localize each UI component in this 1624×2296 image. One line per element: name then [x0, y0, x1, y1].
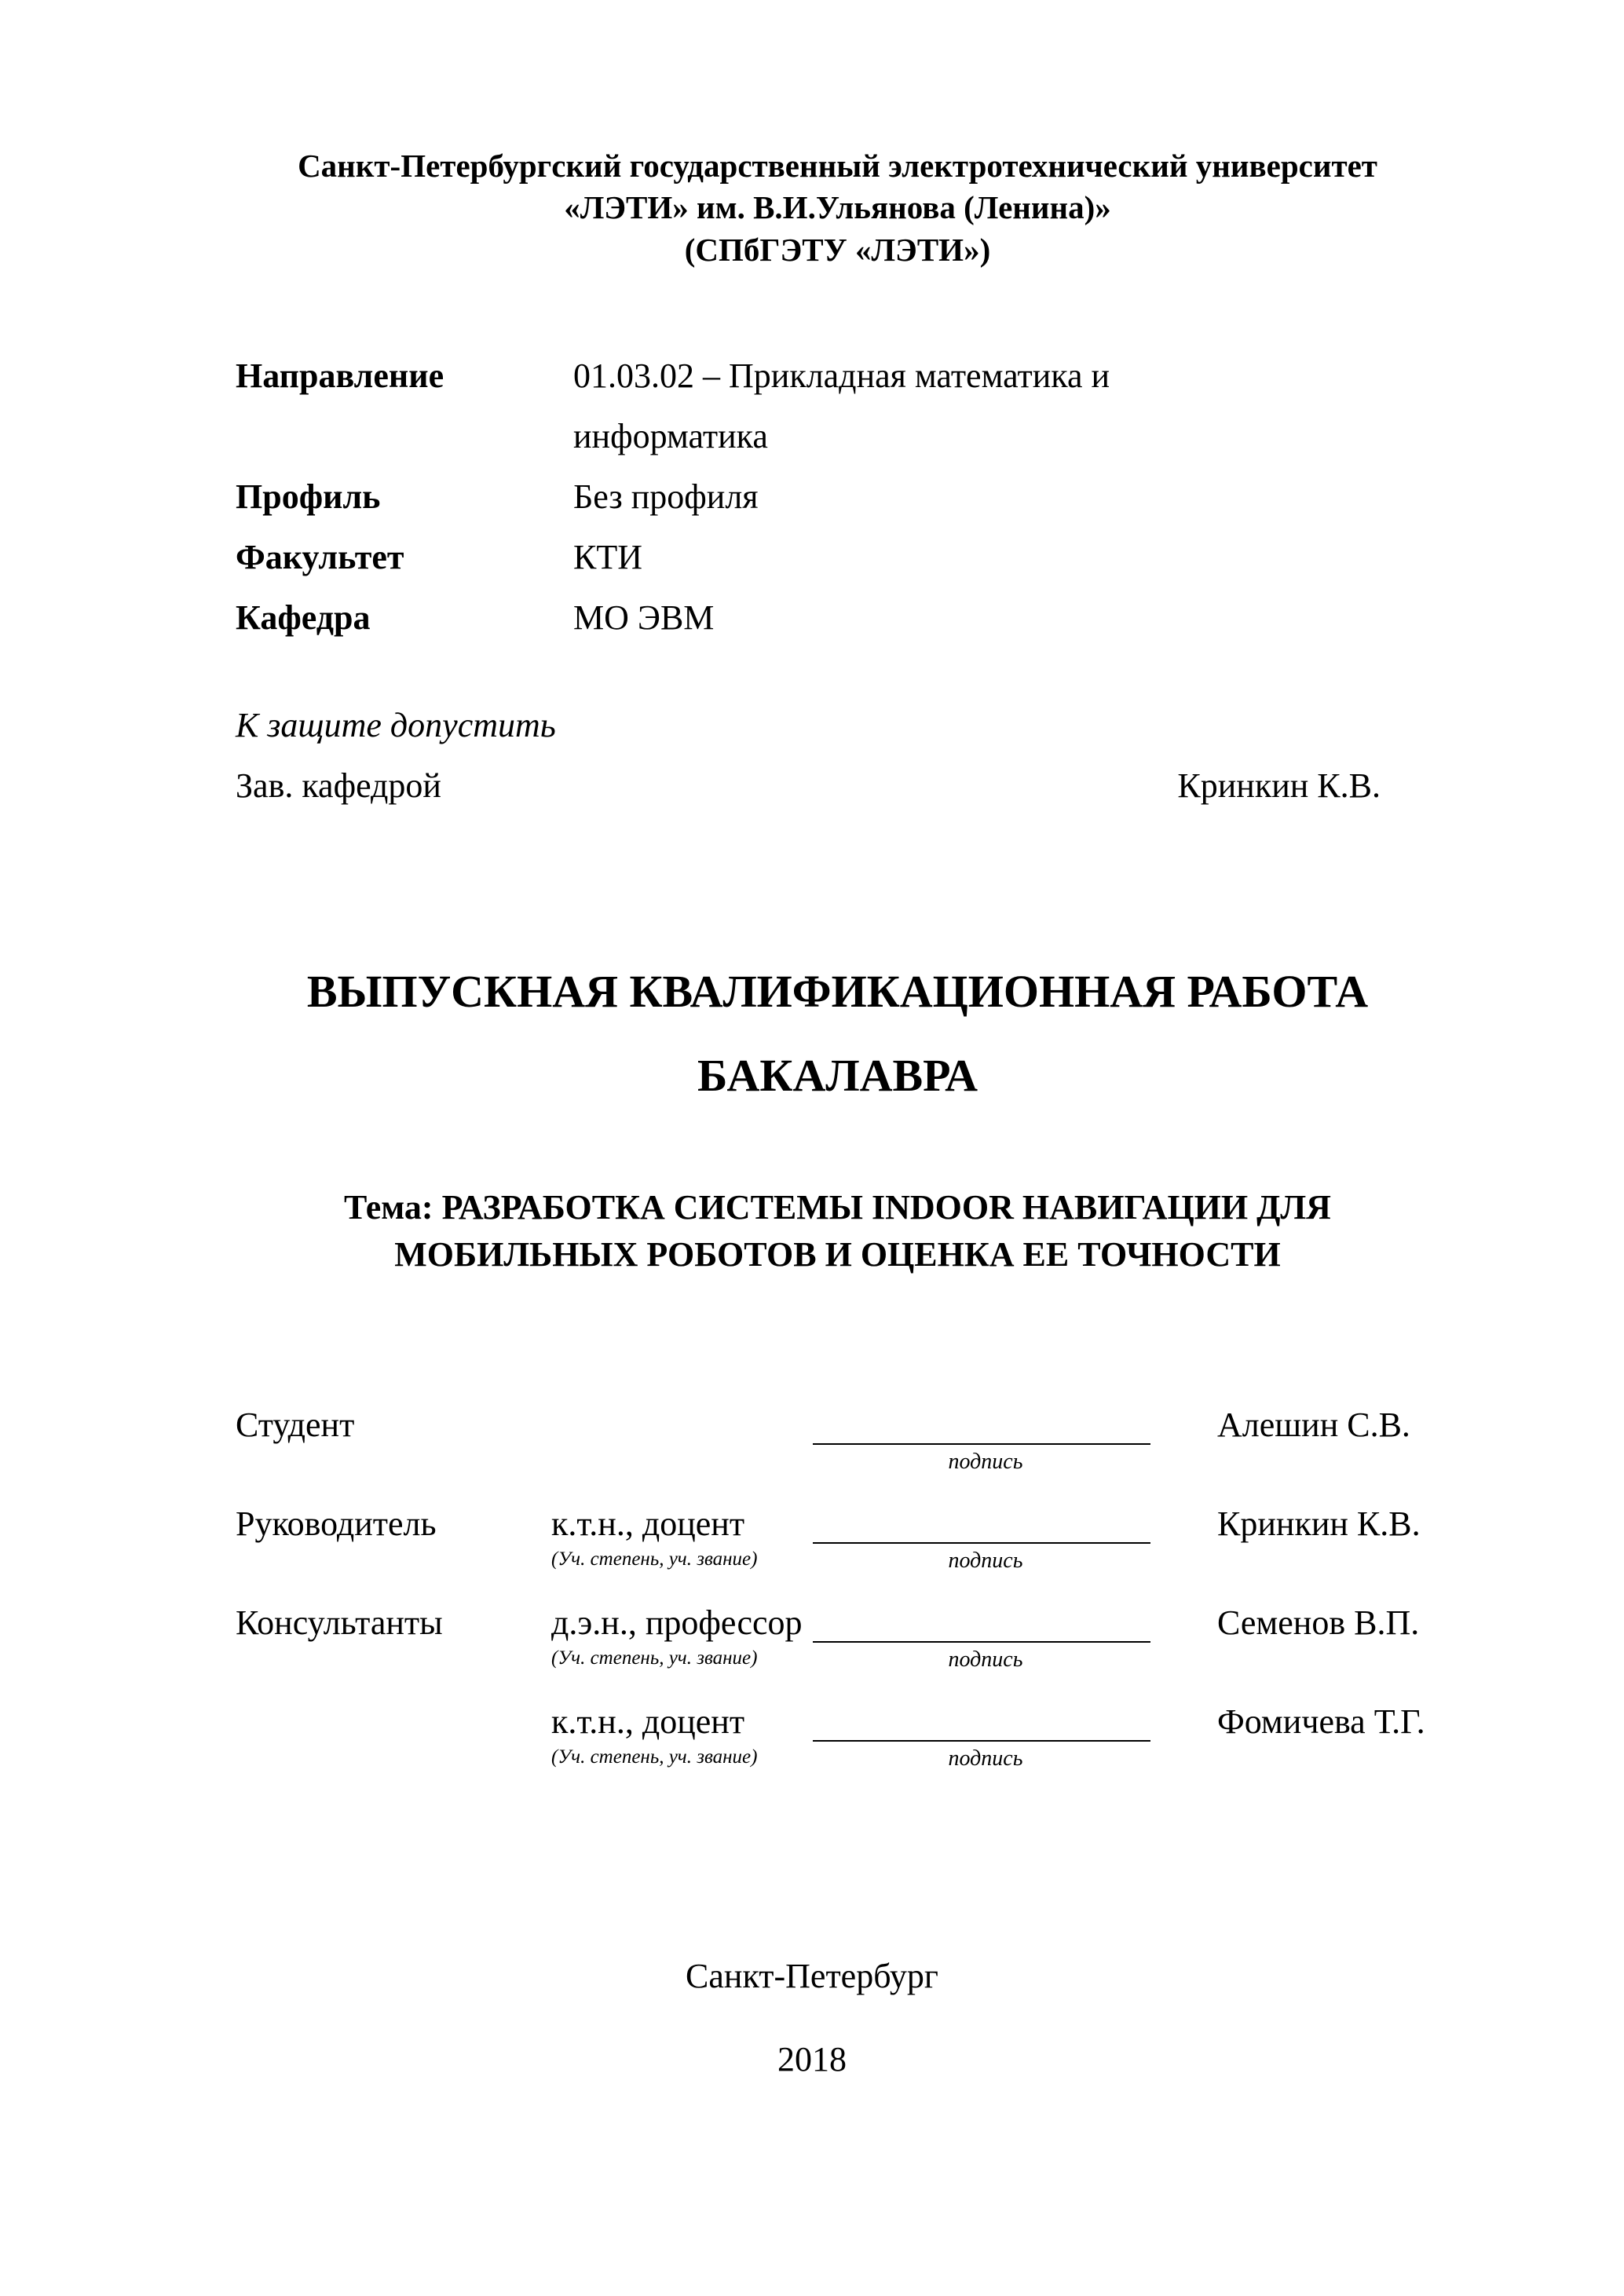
field-value-direction: 01.03.02 – Прикладная математика и информатика: [573, 356, 1110, 455]
signature-line: [813, 1641, 1150, 1643]
field-label-department: Кафедра: [236, 598, 371, 637]
footer-city: Санкт-Петербург: [686, 1957, 938, 1995]
field-label-faculty: Факультет: [236, 537, 404, 576]
thesis-topic: [236, 1184, 1439, 1278]
signature-name: Кринкин К.В.: [1217, 1504, 1421, 1544]
university-name-line1: Санкт-Петербургский государственный электротехнический университет: [298, 148, 1377, 184]
field-label-profile: Профиль: [236, 477, 381, 516]
signature-line: [813, 1542, 1150, 1544]
signature-degree: к.т.н., доцент: [551, 1504, 745, 1544]
field-value-faculty: КТИ: [573, 537, 642, 576]
signature-degree: д.э.н., профессор: [551, 1603, 803, 1643]
degree-caption: (Уч. степень, уч. звание): [551, 1548, 758, 1570]
field-label-direction: Направление: [236, 356, 444, 395]
university-header: [236, 145, 1439, 271]
signature-role: Студент: [236, 1406, 355, 1445]
signature-name: Семенов В.П.: [1217, 1603, 1420, 1643]
signature-degree: к.т.н., доцент: [551, 1702, 745, 1742]
degree-caption: (Уч. степень, уч. звание): [551, 1746, 758, 1768]
thesis-topic-line2: МОБИЛЬНЫХ РОБОТОВ И ОЦЕНКА ЕЕ ТОЧНОСТИ: [394, 1234, 1281, 1274]
program-fields: [236, 345, 1439, 648]
signature-caption: подпись: [948, 1548, 1023, 1574]
footer-block: [0, 1959, 1624, 2077]
university-abbreviation: (СПбГЭТУ «ЛЭТИ»): [684, 231, 991, 268]
footer-year: 2018: [777, 2040, 847, 2078]
field-value-profile: Без профиля: [573, 477, 759, 516]
signature-caption: подпись: [948, 1647, 1023, 1673]
department-head-row: [236, 755, 1439, 816]
department-head-name: Кринкин К.В.: [1177, 766, 1381, 805]
degree-caption: [551, 1445, 813, 1484]
signature-row-consultant-1: [236, 1597, 1439, 1682]
signature-degree: [551, 1399, 813, 1445]
signature-role: Консультанты: [236, 1603, 443, 1643]
signature-row-supervisor: [236, 1498, 1439, 1583]
signature-line: [813, 1443, 1150, 1445]
department-head-label: Зав. кафедрой: [236, 766, 441, 805]
signatures-block: [236, 1399, 1439, 1781]
thesis-title: [236, 949, 1439, 1118]
signature-row-consultant-2: [236, 1696, 1439, 1781]
signature-caption: подпись: [948, 1746, 1023, 1771]
thesis-title-line2: БАКАЛАВРА: [697, 1050, 978, 1102]
signature-caption: подпись: [948, 1450, 1023, 1475]
thesis-topic-line1: Тема: РАЗРАБОТКА СИСТЕМЫ INDOOR НАВИГАЦИИ ДЛЯ: [344, 1188, 1331, 1227]
admission-block: [236, 695, 1439, 816]
signature-row-student: [236, 1399, 1439, 1484]
field-value-department: МО ЭВМ: [573, 598, 715, 637]
signature-line: [813, 1740, 1150, 1742]
thesis-title-line1: ВЫПУСКНАЯ КВАЛИФИКАЦИОННАЯ РАБОТА: [306, 965, 1369, 1017]
signature-role: [236, 1696, 542, 1742]
signature-name: Алешин С.В.: [1217, 1406, 1410, 1445]
signature-role: Руководитель: [236, 1504, 437, 1544]
university-name-line2: «ЛЭТИ» им. В.И.Ульянова (Ленина)»: [564, 189, 1111, 226]
signature-name: Фомичева Т.Г.: [1217, 1702, 1425, 1742]
degree-caption: (Уч. степень, уч. звание): [551, 1647, 758, 1669]
admission-statement: К защите допустить: [236, 705, 556, 744]
